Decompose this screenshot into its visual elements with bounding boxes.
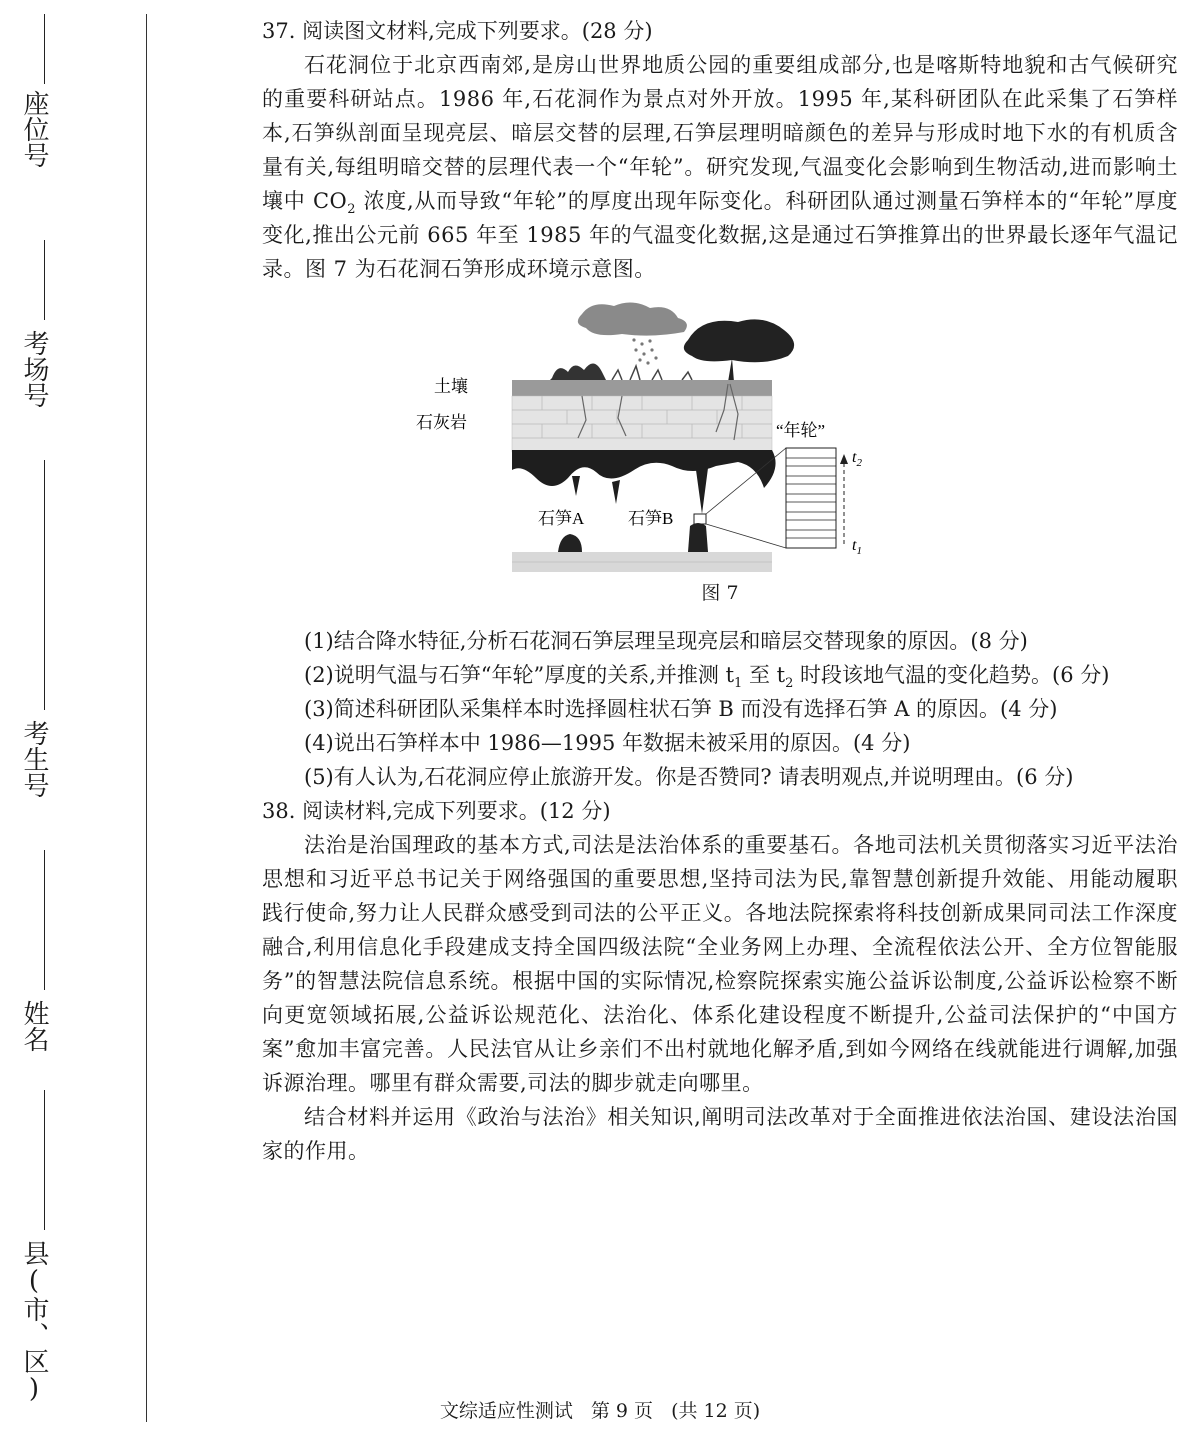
label-ring: “年轮” [776, 421, 826, 440]
room-label: 考场号 [19, 330, 49, 408]
seat-write-line [44, 14, 45, 84]
room-write-line [44, 240, 45, 320]
exam-no-field [20, 720, 50, 830]
label-limestone: 石灰岩 [416, 413, 467, 432]
stalactites [572, 468, 708, 514]
binding-line [146, 14, 147, 1422]
label-stalagmite-a: 石笋A [538, 509, 585, 528]
q37-material-cont: 浓度,从而导致“年轮”的厚度出现年际变化。科研团队通过测量石笋样本的“年轮”厚度变化,推出公元前 665 年至 1985 年的气温变化数据,这是通过石笋推算出的世界最长逐年气温记录。图 7 为石花洞石笋形成环境示意图。 [262, 189, 1178, 281]
q37-material [262, 48, 1178, 286]
sample-box [694, 514, 706, 524]
q37-sub4: (4)说出石笋样本中 1986—1995 年数据未被采用的原因。(4 分) [304, 731, 911, 755]
footer-total: (共 12 页) [671, 1400, 761, 1422]
q37-sub5: (5)有人认为,石花洞应停止旅游开发。你是否赞同? 请表明观点,并说明理由。(6 分) [304, 765, 1074, 789]
stalagmite-diagram [416, 300, 942, 575]
stalagmite-b [688, 523, 708, 552]
page-footer [0, 1396, 1200, 1423]
tree-icon [684, 319, 794, 384]
name-write-line [44, 850, 45, 990]
figure-caption: 图 7 [701, 582, 739, 604]
arrow-head-icon [840, 454, 848, 464]
question-column [262, 14, 1178, 1168]
q37-material-text: 石花洞位于北京西南郊,是房山世界地质公园的重要组成部分,也是喀斯特地貌和古气候研究的重要科研站点。1986 年,石花洞作为景点对外开放。1995 年,某科研团队在此采集了石笋样本,石笋纵剖面呈现亮层、暗层交替的层理,石笋层理明暗颜色的差异与形成时地下水的有机质含量有关,每组明暗交替的层理代表一个“年轮”。研究发现,气温变化会影响到生物活动,进而影响土壤中 CO [262, 53, 1178, 213]
name-field [20, 1000, 50, 1080]
ring-box [786, 448, 836, 548]
label-t2: $t_2$ [852, 449, 862, 469]
q38-task: 结合材料并运用《政治与法治》相关知识,阐明司法改革对于全面推进依法治国、建设法治国家的作用。 [262, 1105, 1178, 1163]
room-field [20, 330, 50, 440]
stalagmite-a [558, 534, 582, 552]
binding-margin [0, 0, 150, 1437]
label-t1: $t_1$ [852, 537, 862, 557]
cloud-icon [578, 302, 687, 335]
footer-exam: 文综适应性测试 [439, 1400, 573, 1422]
q37-sub3: (3)简述科研团队采集样本时选择圆柱状石笋 B 而没有选择石笋 A 的原因。(4 分) [304, 697, 1058, 721]
county-write-line [44, 1090, 45, 1230]
label-stalagmite-b: 石笋B [628, 509, 674, 528]
figure-7 [262, 286, 1178, 624]
name-label: 姓名 [19, 1000, 49, 1052]
grass-icon [550, 363, 606, 380]
zoom-line-bottom [706, 524, 786, 548]
county-label: 县(市、区) [19, 1240, 49, 1404]
co2-subscript: 2 [347, 202, 357, 218]
county-field [20, 1240, 50, 1420]
label-soil: 土壤 [434, 377, 468, 396]
rain-icon [632, 338, 657, 364]
seat-field [20, 90, 50, 200]
q37-heading: 37. 阅读图文材料,完成下列要求。(28 分) [262, 19, 653, 43]
q37-sub1: (1)结合降水特征,分析石花洞石笋层理呈现亮层和暗层交替现象的原因。(8 分) [304, 629, 1028, 653]
q38-material: 法治是治国理政的基本方式,司法是法治体系的重要基石。各地司法机关贯彻落实习近平法治思想和习近平总书记关于网络强国的重要思想,坚持司法为民,靠智慧创新提升效能、用能动履职践行使命,努力让人民群众感受到司法的公平正义。各地法院探索将科技创新成果同司法工作深度融合,利用信息化手段建成支持全国四级法院“全业务网上办理、全流程依法公开、全方位智能服务”的智慧法院信息系统。根据中国的实际情况,检察院探索实施公益诉讼制度,公益诉讼检察不断向更宽领域拓展,公益诉讼规范化、法治化、体系化建设程度不断提升,公益司法保护的“中国方案”愈加丰富完善。人民法官从让乡亲们不出村就地化解矛盾,到如今网络在线就能进行调解,加强诉源治理。哪里有群众需要,司法的脚步就走向哪里。 [262, 833, 1178, 1095]
seat-label: 座位号 [19, 90, 49, 168]
q38-heading: 38. 阅读材料,完成下列要求。(12 分) [262, 799, 611, 823]
exam-no-label: 考生号 [19, 720, 49, 798]
cave-ceiling [512, 450, 776, 488]
footer-page: 第 9 页 [590, 1400, 654, 1422]
exam-no-write-line [44, 460, 45, 710]
q37-sub2: (2)说明气温与石笋“年轮”厚度的关系,并推测 $t_1$ 至 $t_2$ 时段该地气温的变化趋势。(6 分) [304, 663, 1110, 692]
